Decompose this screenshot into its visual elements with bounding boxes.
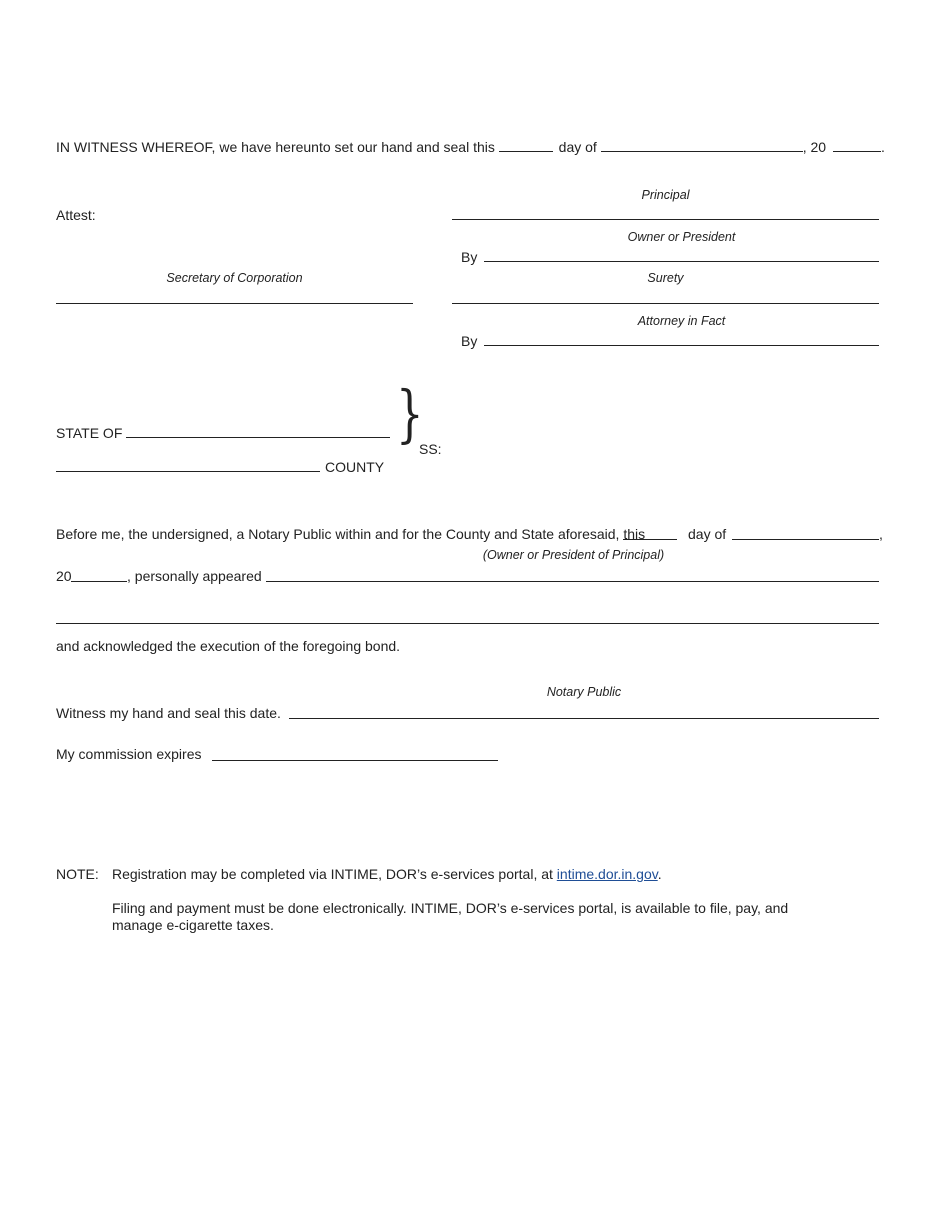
appeared-name-continuation-field[interactable]: [56, 623, 879, 624]
county-field[interactable]: [56, 471, 320, 472]
note-line-2: Filing and payment must be done electronically. INTIME, DOR’s e-services portal, is available to file, pay, and: [112, 900, 789, 916]
state-label: STATE OF: [56, 425, 123, 441]
ss-label: SS:: [419, 441, 442, 457]
attest-label: Attest:: [56, 207, 96, 223]
notary-signature-line[interactable]: [289, 718, 879, 719]
notary-appeared-text: , personally appeared: [127, 568, 262, 584]
owner-president-caption: Owner or President: [627, 230, 736, 244]
notary-public-caption: Notary Public: [546, 685, 622, 699]
secretary-signature-line[interactable]: [56, 303, 413, 304]
by-label-owner: By: [461, 249, 478, 265]
note-line-1: [112, 866, 662, 882]
notary-comma: ,: [879, 526, 883, 542]
witness-text-2: day of: [558, 139, 597, 155]
principal-signature-line[interactable]: [452, 219, 879, 220]
attorney-caption: Attorney in Fact: [637, 314, 726, 328]
owner-principal-caption: (Owner or President of Principal): [482, 548, 665, 562]
witness-month-field[interactable]: [601, 139, 803, 152]
surety-caption: Surety: [647, 271, 684, 285]
note-line-1-text: Registration may be completed via INTIME, DOR’s e-services portal, at: [112, 866, 553, 882]
by-label-attorney: By: [461, 333, 478, 349]
notary-day-field[interactable]: [623, 539, 677, 540]
witness-year-field[interactable]: [833, 139, 881, 152]
witness-hand-text: Witness my hand and seal this date.: [56, 705, 281, 721]
intime-link[interactable]: intime.dor.in.gov: [556, 866, 658, 882]
state-field[interactable]: [126, 437, 390, 438]
principal-caption: Principal: [641, 188, 690, 202]
acknowledged-text: and acknowledged the execution of the foregoing bond.: [56, 638, 401, 654]
notary-year-prefix: 20: [56, 568, 72, 584]
witness-text-3: , 20: [802, 139, 827, 155]
notary-year-field[interactable]: [71, 581, 127, 582]
notary-month-field[interactable]: [732, 539, 879, 540]
witness-text-1: IN WITNESS WHEREOF, we have hereunto set our hand and seal this: [56, 139, 495, 155]
witness-line: [56, 139, 885, 155]
commission-expires-field[interactable]: [212, 760, 498, 761]
note-line-1-end: .: [657, 866, 662, 882]
notary-day-of-text: day of: [688, 526, 727, 542]
witness-day-field[interactable]: [499, 139, 553, 152]
note-label: NOTE:: [56, 866, 99, 882]
commission-text: My commission expires: [56, 746, 202, 762]
county-label: COUNTY: [325, 459, 385, 475]
secretary-caption: Secretary of Corporation: [166, 271, 303, 285]
witness-text-4: .: [880, 139, 885, 155]
notary-before-text: Before me, the undersigned, a Notary Public within and for the County and State aforesaid, this: [56, 526, 646, 542]
brace-symbol: }: [396, 377, 424, 450]
owner-signature-line[interactable]: [484, 261, 879, 262]
attorney-signature-line[interactable]: [484, 345, 879, 346]
note-line-3: manage e-cigarette taxes.: [112, 917, 274, 933]
appeared-name-field[interactable]: [266, 581, 879, 582]
surety-signature-line[interactable]: [452, 303, 879, 304]
